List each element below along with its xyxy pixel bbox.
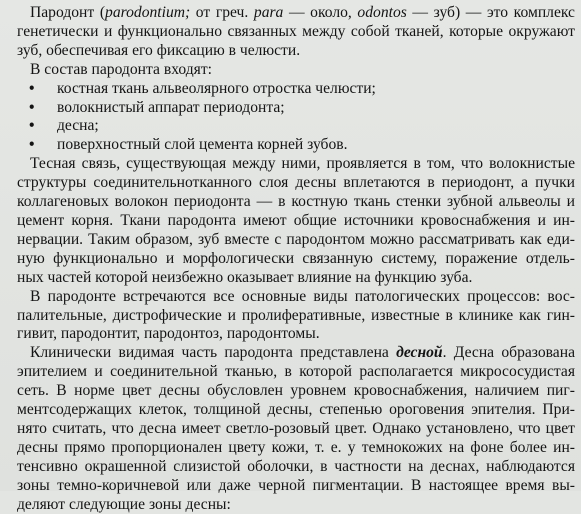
term-gingiva: десной <box>396 344 443 362</box>
list-intro: В состав пародонта входят: <box>30 60 212 78</box>
paragraph-2-line: коллагеновых волокон периодонта — в костную ткань стенки зубной альвеолы и <box>17 193 575 211</box>
paragraph-1-line-1 <box>17 4 575 23</box>
greek-term-odontos: odontos <box>357 4 407 21</box>
paragraph-4-line-1 <box>17 344 575 363</box>
paragraph-3-line: палительные, дистрофические и пролиферативные, известные в клинике как гин- <box>17 306 575 324</box>
paragraph-1-line-2: генетически и функционально связанных между собой тканей, которые окружают <box>17 22 575 40</box>
list-item-text: десна; <box>57 117 99 135</box>
paragraph-2-line: Тесная связь, существующая между ними, проявляется в том, что волокнистые <box>30 155 575 173</box>
list-item <box>17 80 575 99</box>
list-item <box>17 117 575 136</box>
paragraph-4-line: нято считать, что десна имеет светло-розовый цвет. Однако установлено, что цвет <box>17 419 575 437</box>
bullet-icon: • <box>29 79 35 97</box>
paragraph-2-line: ных частей которой неизбежно оказывает влияние на функцию зуба. <box>17 268 473 286</box>
list-item <box>17 99 575 118</box>
bullet-icon: • <box>29 117 35 135</box>
text-fragment: Пародонт ( <box>30 4 106 21</box>
paragraph-2-line: цемент корня. Ткани пародонта имеют общие источники кровоснабжения и ин- <box>17 211 575 229</box>
list-item-text: волокнистый аппарат периодонта; <box>57 98 285 116</box>
paragraph-4-line: тенсивно окрашенной слизистой оболочки, в частности на деснах, наблюдаются <box>17 457 575 475</box>
text-fragment: — около, <box>283 4 358 21</box>
paragraph-4-line: деляют следующие зоны десны: <box>17 495 231 513</box>
list-item-text: поверхностный слой цемента корней зубов. <box>57 136 348 154</box>
paragraph-4-line: эпителием и соединительной тканью, в которой располагается микрососудистая <box>17 363 575 381</box>
paragraph-4-line: десны прямо пропорционален цвету кожи, т. е. у темнокожих на фоне более ин- <box>17 438 575 456</box>
text-fragment: Клинически видимая часть пародонта представлена <box>30 344 397 362</box>
paragraph-1-line-3: зуб, обеспечивая его фиксацию в челюсти. <box>17 41 301 59</box>
paragraph-2-line: нервации. Таким образом, зуб вместе с пародонтом можно рассматривать как еди- <box>17 230 575 248</box>
list-item <box>17 136 575 155</box>
greek-term-para: para <box>253 4 284 21</box>
page-text <box>17 4 575 514</box>
paragraph-4-line: сеть. В норме цвет десны обусловлен уровнем кровоснабжения, наличием пиг- <box>17 382 575 400</box>
text-fragment: — зуб) — это комплекс <box>406 4 575 21</box>
bullet-icon: • <box>29 98 35 116</box>
text-fragment: . Десна образована <box>442 344 575 362</box>
paragraph-3-line: В пародонте встречаются все основные виды патологических процессов: вос- <box>30 287 575 305</box>
latin-term: parodontium; <box>105 4 191 21</box>
bullet-icon: • <box>29 136 35 154</box>
paragraph-4-line: зоны темно-коричневой или даже черной пигментации. В настоящее время вы- <box>17 476 575 494</box>
paragraph-2-line: ную функционально и морфологически связанную систему, поражение отдель- <box>17 249 575 267</box>
paragraph-4-line: ментсодержащих клеток, толщиной десны, степенью ороговения эпителия. При- <box>17 401 575 419</box>
list-item-text: костная ткань альвеолярного отростка челюсти; <box>57 79 376 97</box>
text-fragment: от греч. <box>190 4 254 21</box>
paragraph-2-line: структуры соединительнотканного слоя десны вплетаются в периодонт, а пучки <box>17 174 575 192</box>
paragraph-3-line: гивит, пародонтит, пародонтоз, пародонтомы. <box>17 325 320 343</box>
